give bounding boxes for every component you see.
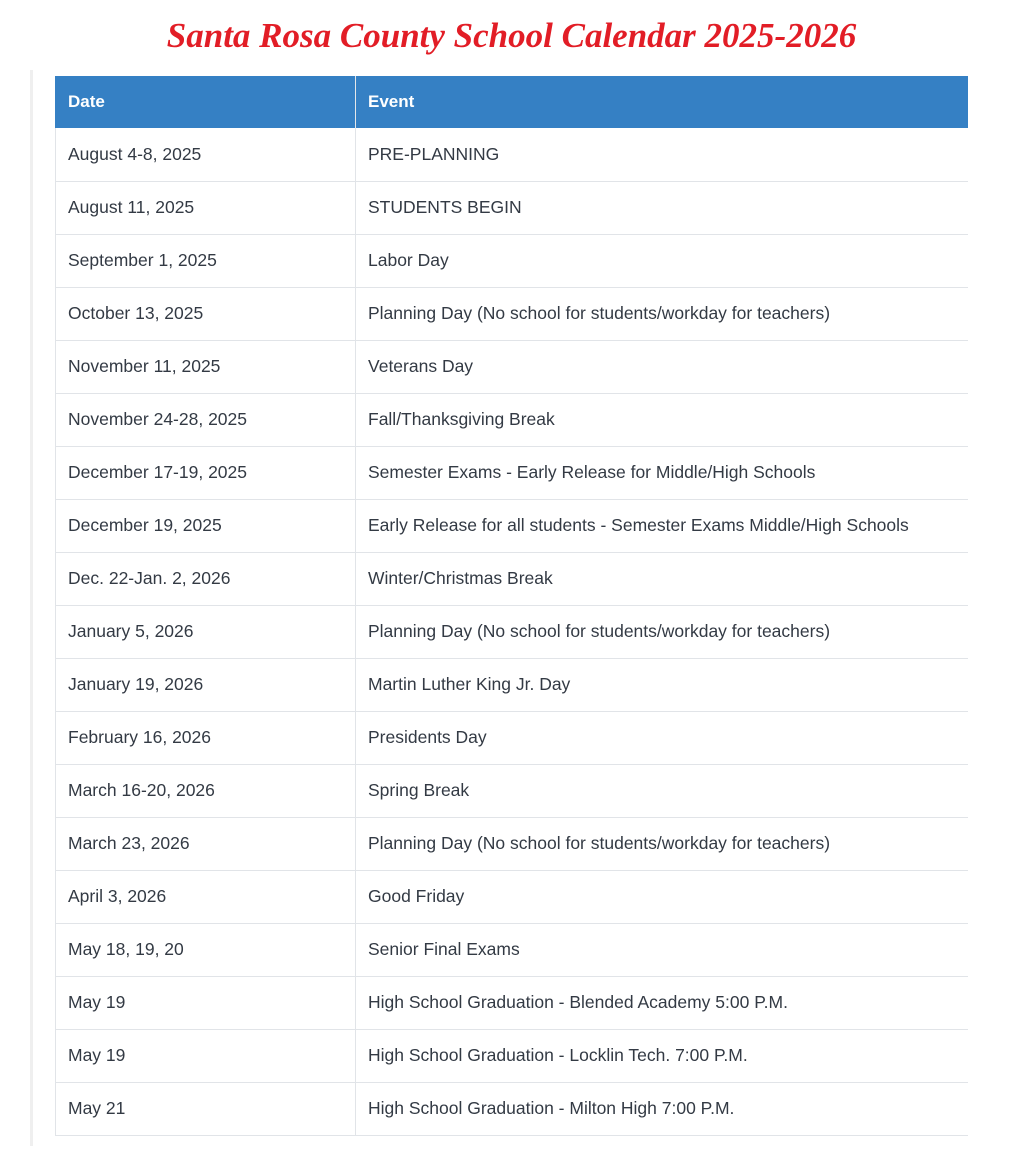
event-cell: Spring Break [356,764,968,817]
date-cell: January 19, 2026 [56,658,356,711]
event-cell: Fall/Thanksgiving Break [356,393,968,446]
school-calendar-table [55,76,968,1136]
date-cell: May 19 [56,976,356,1029]
table-body [56,128,968,1135]
date-cell: August 11, 2025 [56,181,356,234]
event-cell: STUDENTS BEGIN [356,181,968,234]
event-cell: Presidents Day [356,711,968,764]
date-cell: November 24-28, 2025 [56,393,356,446]
table-row [56,976,968,1029]
date-cell: May 21 [56,1082,356,1135]
table-row [56,552,968,605]
event-cell: High School Graduation - Milton High 7:00 P.M. [356,1082,968,1135]
table-row [56,340,968,393]
table-header [56,76,968,128]
date-cell: December 19, 2025 [56,499,356,552]
date-cell: May 18, 19, 20 [56,923,356,976]
table-row [56,234,968,287]
page-title: Santa Rosa County School Calendar 2025-2026 [166,16,857,55]
event-cell: Semester Exams - Early Release for Middle/High Schools [356,446,968,499]
table-row [56,393,968,446]
table-row [56,923,968,976]
table-row [56,1029,968,1082]
date-cell: April 3, 2026 [56,870,356,923]
table-header-row [56,76,968,128]
event-cell: PRE-PLANNING [356,128,968,181]
event-cell: Veterans Day [356,340,968,393]
column-header-date[interactable]: Date [56,76,356,128]
event-cell: Winter/Christmas Break [356,552,968,605]
event-cell: Planning Day (No school for students/workday for teachers) [356,605,968,658]
date-cell: May 19 [56,1029,356,1082]
date-cell: November 11, 2025 [56,340,356,393]
event-cell: Martin Luther King Jr. Day [356,658,968,711]
date-cell: August 4-8, 2025 [56,128,356,181]
table-row [56,605,968,658]
table-row [56,128,968,181]
table-row [56,711,968,764]
date-cell: December 17-19, 2025 [56,446,356,499]
table-row [56,658,968,711]
event-cell: Planning Day (No school for students/workday for teachers) [356,817,968,870]
event-cell: Planning Day (No school for students/workday for teachers) [356,287,968,340]
table-row [56,181,968,234]
table-row [56,499,968,552]
date-cell: Dec. 22-Jan. 2, 2026 [56,552,356,605]
event-cell: Early Release for all students - Semester Exams Middle/High Schools [356,499,968,552]
date-cell: September 1, 2025 [56,234,356,287]
table-row [56,817,968,870]
table-row [56,446,968,499]
table-row [56,1082,968,1135]
date-cell: October 13, 2025 [56,287,356,340]
date-cell: February 16, 2026 [56,711,356,764]
table-row [56,287,968,340]
date-cell: March 23, 2026 [56,817,356,870]
date-cell: March 16-20, 2026 [56,764,356,817]
table-row [56,870,968,923]
column-header-event[interactable]: Event [356,76,968,128]
table-row [56,764,968,817]
event-cell: High School Graduation - Locklin Tech. 7:00 P.M. [356,1029,968,1082]
date-cell: January 5, 2026 [56,605,356,658]
event-cell: Labor Day [356,234,968,287]
event-cell: High School Graduation - Blended Academy 5:00 P.M. [356,976,968,1029]
event-cell: Senior Final Exams [356,923,968,976]
event-cell: Good Friday [356,870,968,923]
